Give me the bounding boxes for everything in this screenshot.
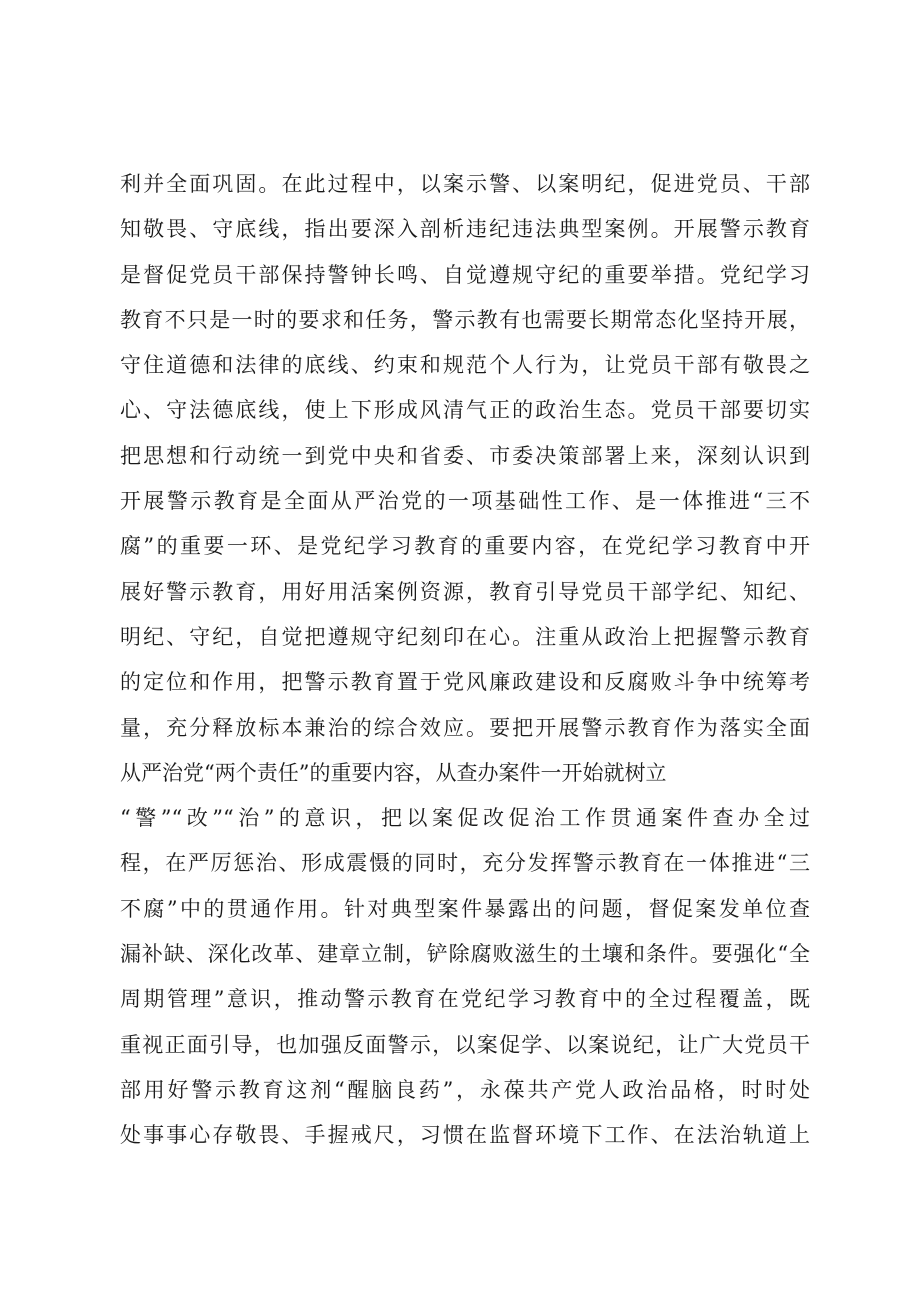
body-paragraph [120,162,810,1159]
text-line: 知敬畏、守底线，指出要深入剖析违纪违法典型案例。开展警示教育 [120,217,810,242]
text-line: 不腐”中的贯通作用。针对典型案件暴露出的问题，督促案发单位查 [120,896,810,921]
text-line: 明纪、守纪，自觉把遵规守纪刻印在心。注重从政治上把握警示教育 [120,624,810,649]
text-line: 漏补缺、深化改革、建章立制，铲除腐败滋生的土壤和条件。要强化“全 [120,942,810,967]
text-line: 量，充分释放标本兼治的综合效应。要把开展警示教育作为落实全面 [120,715,810,740]
text-line: 开展警示教育是全面从严治党的一项基础性工作、是一体推进“三不 [120,489,810,514]
text-line: 教育不只是一时的要求和任务，警示教有也需要长期常态化坚持开展， [120,307,810,332]
text-line: 的定位和作用，把警示教育置于党风廉政建设和反腐败斗争中统筹考 [120,670,810,695]
text-line: 心、守法德底线，使上下形成风清气正的政治生态。党员干部要切实 [120,398,810,423]
text-line: 周期管理”意识，推动警示教育在党纪学习教育中的全过程覆盖，既 [120,987,810,1012]
text-line: 把思想和行动统一到党中央和省委、市委决策部署上来，深刻认识到 [120,443,810,468]
text-line: 展好警示教育，用好用活案例资源，教育引导党员干部学纪、知纪、 [120,579,810,604]
text-line: 从严治党“两个责任”的重要内容，从查办案件一开始就树立 [120,760,667,785]
text-line: 腐”的重要一环、是党纪学习教育的重要内容，在党纪学习教育中开 [120,534,810,559]
text-line: 程，在严厉惩治、形成震慑的同时，充分发挥警示教育在一体推进“三 [120,851,810,876]
text-line: 部用好警示教育这剂“醒脑良药”，永葆共产党人政治品格，时时处 [120,1077,810,1102]
text-line: 守住道德和法律的底线、约束和规范个人行为，让党员干部有敬畏之 [120,353,810,378]
text-line: 处事事心存敬畏、手握戒尺，习惯在监督环境下工作、在法治轨道上 [120,1123,810,1148]
text-line: “警”“改”“治”的意识，把以案促改促治工作贯通案件查办全过 [120,806,810,831]
text-line: 重视正面引导，也加强反面警示，以案促学、以案说纪，让广大党员干 [120,1032,810,1057]
text-line: 利并全面巩固。在此过程中，以案示警、以案明纪，促进党员、干部 [120,172,810,196]
text-line: 是督促党员干部保持警钟长鸣、自觉遵规守纪的重要举措。党纪学习 [120,262,810,287]
